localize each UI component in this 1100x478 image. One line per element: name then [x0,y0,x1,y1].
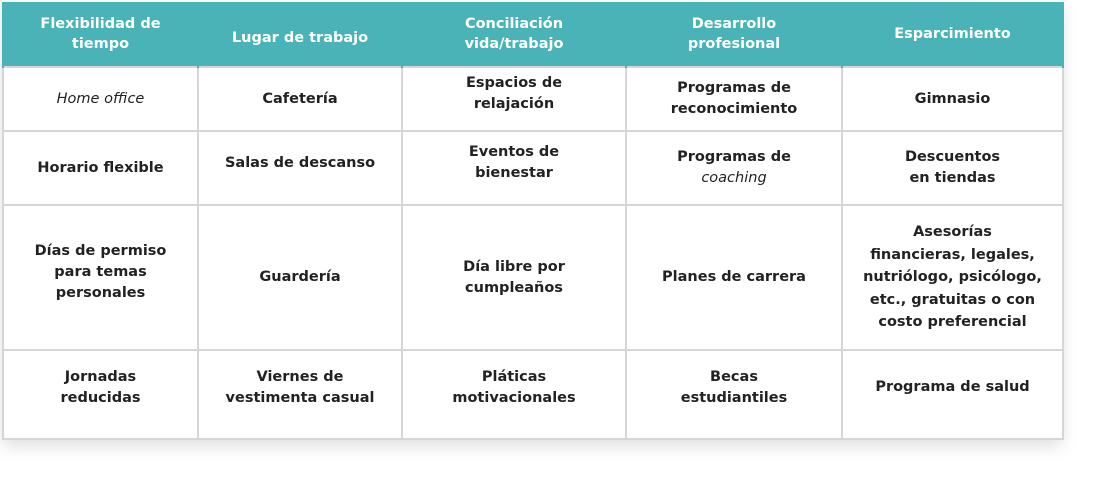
table-cell: Gimnasio [842,67,1063,131]
table-cell: Programa de salud [842,350,1063,439]
table-cell: Home office [3,67,198,131]
table-cell: Horario flexible [3,131,198,205]
header-desarrollo-profesional: Desarrollo profesional [626,2,842,67]
table-cell: Planes de carrera [626,205,842,350]
table-row [3,67,1063,131]
table-row [3,205,1063,350]
header-row [3,2,1063,67]
header-flexibilidad-de-tiempo: Flexibilidad de tiempo [3,2,198,67]
benefits-table [2,2,1064,440]
table-cell: Asesorías financieras, legales, nutriólogo, psicólogo, etc., gratuitas o con costo preferencial [842,205,1063,350]
table-cell: Jornadas reducidas [3,350,198,439]
table-cell: Descuentos en tiendas [842,131,1063,205]
header-lugar-de-trabajo: Lugar de trabajo [198,2,402,67]
table-cell: Eventos de bienestar [402,131,626,205]
benefits-table-container [2,2,1062,440]
table-cell: Guardería [198,205,402,350]
table-cell: Viernes de vestimenta casual [198,350,402,439]
table-cell: Espacios de relajación [402,67,626,131]
table-cell: Días de permiso para temas personales [3,205,198,350]
header-conciliacion-vida-trabajo: Conciliación vida/trabajo [402,2,626,67]
table-cell: Programas de reconocimiento [626,67,842,131]
header-esparcimiento: Esparcimiento [842,2,1063,67]
table-cell: Pláticas motivacionales [402,350,626,439]
table-cell: Becas estudiantiles [626,350,842,439]
table-cell: Programas de coaching [626,131,842,205]
table-cell: Cafetería [198,67,402,131]
table-cell: Día libre por cumpleaños [402,205,626,350]
table-row [3,350,1063,439]
table-cell: Salas de descanso [198,131,402,205]
table-row [3,131,1063,205]
